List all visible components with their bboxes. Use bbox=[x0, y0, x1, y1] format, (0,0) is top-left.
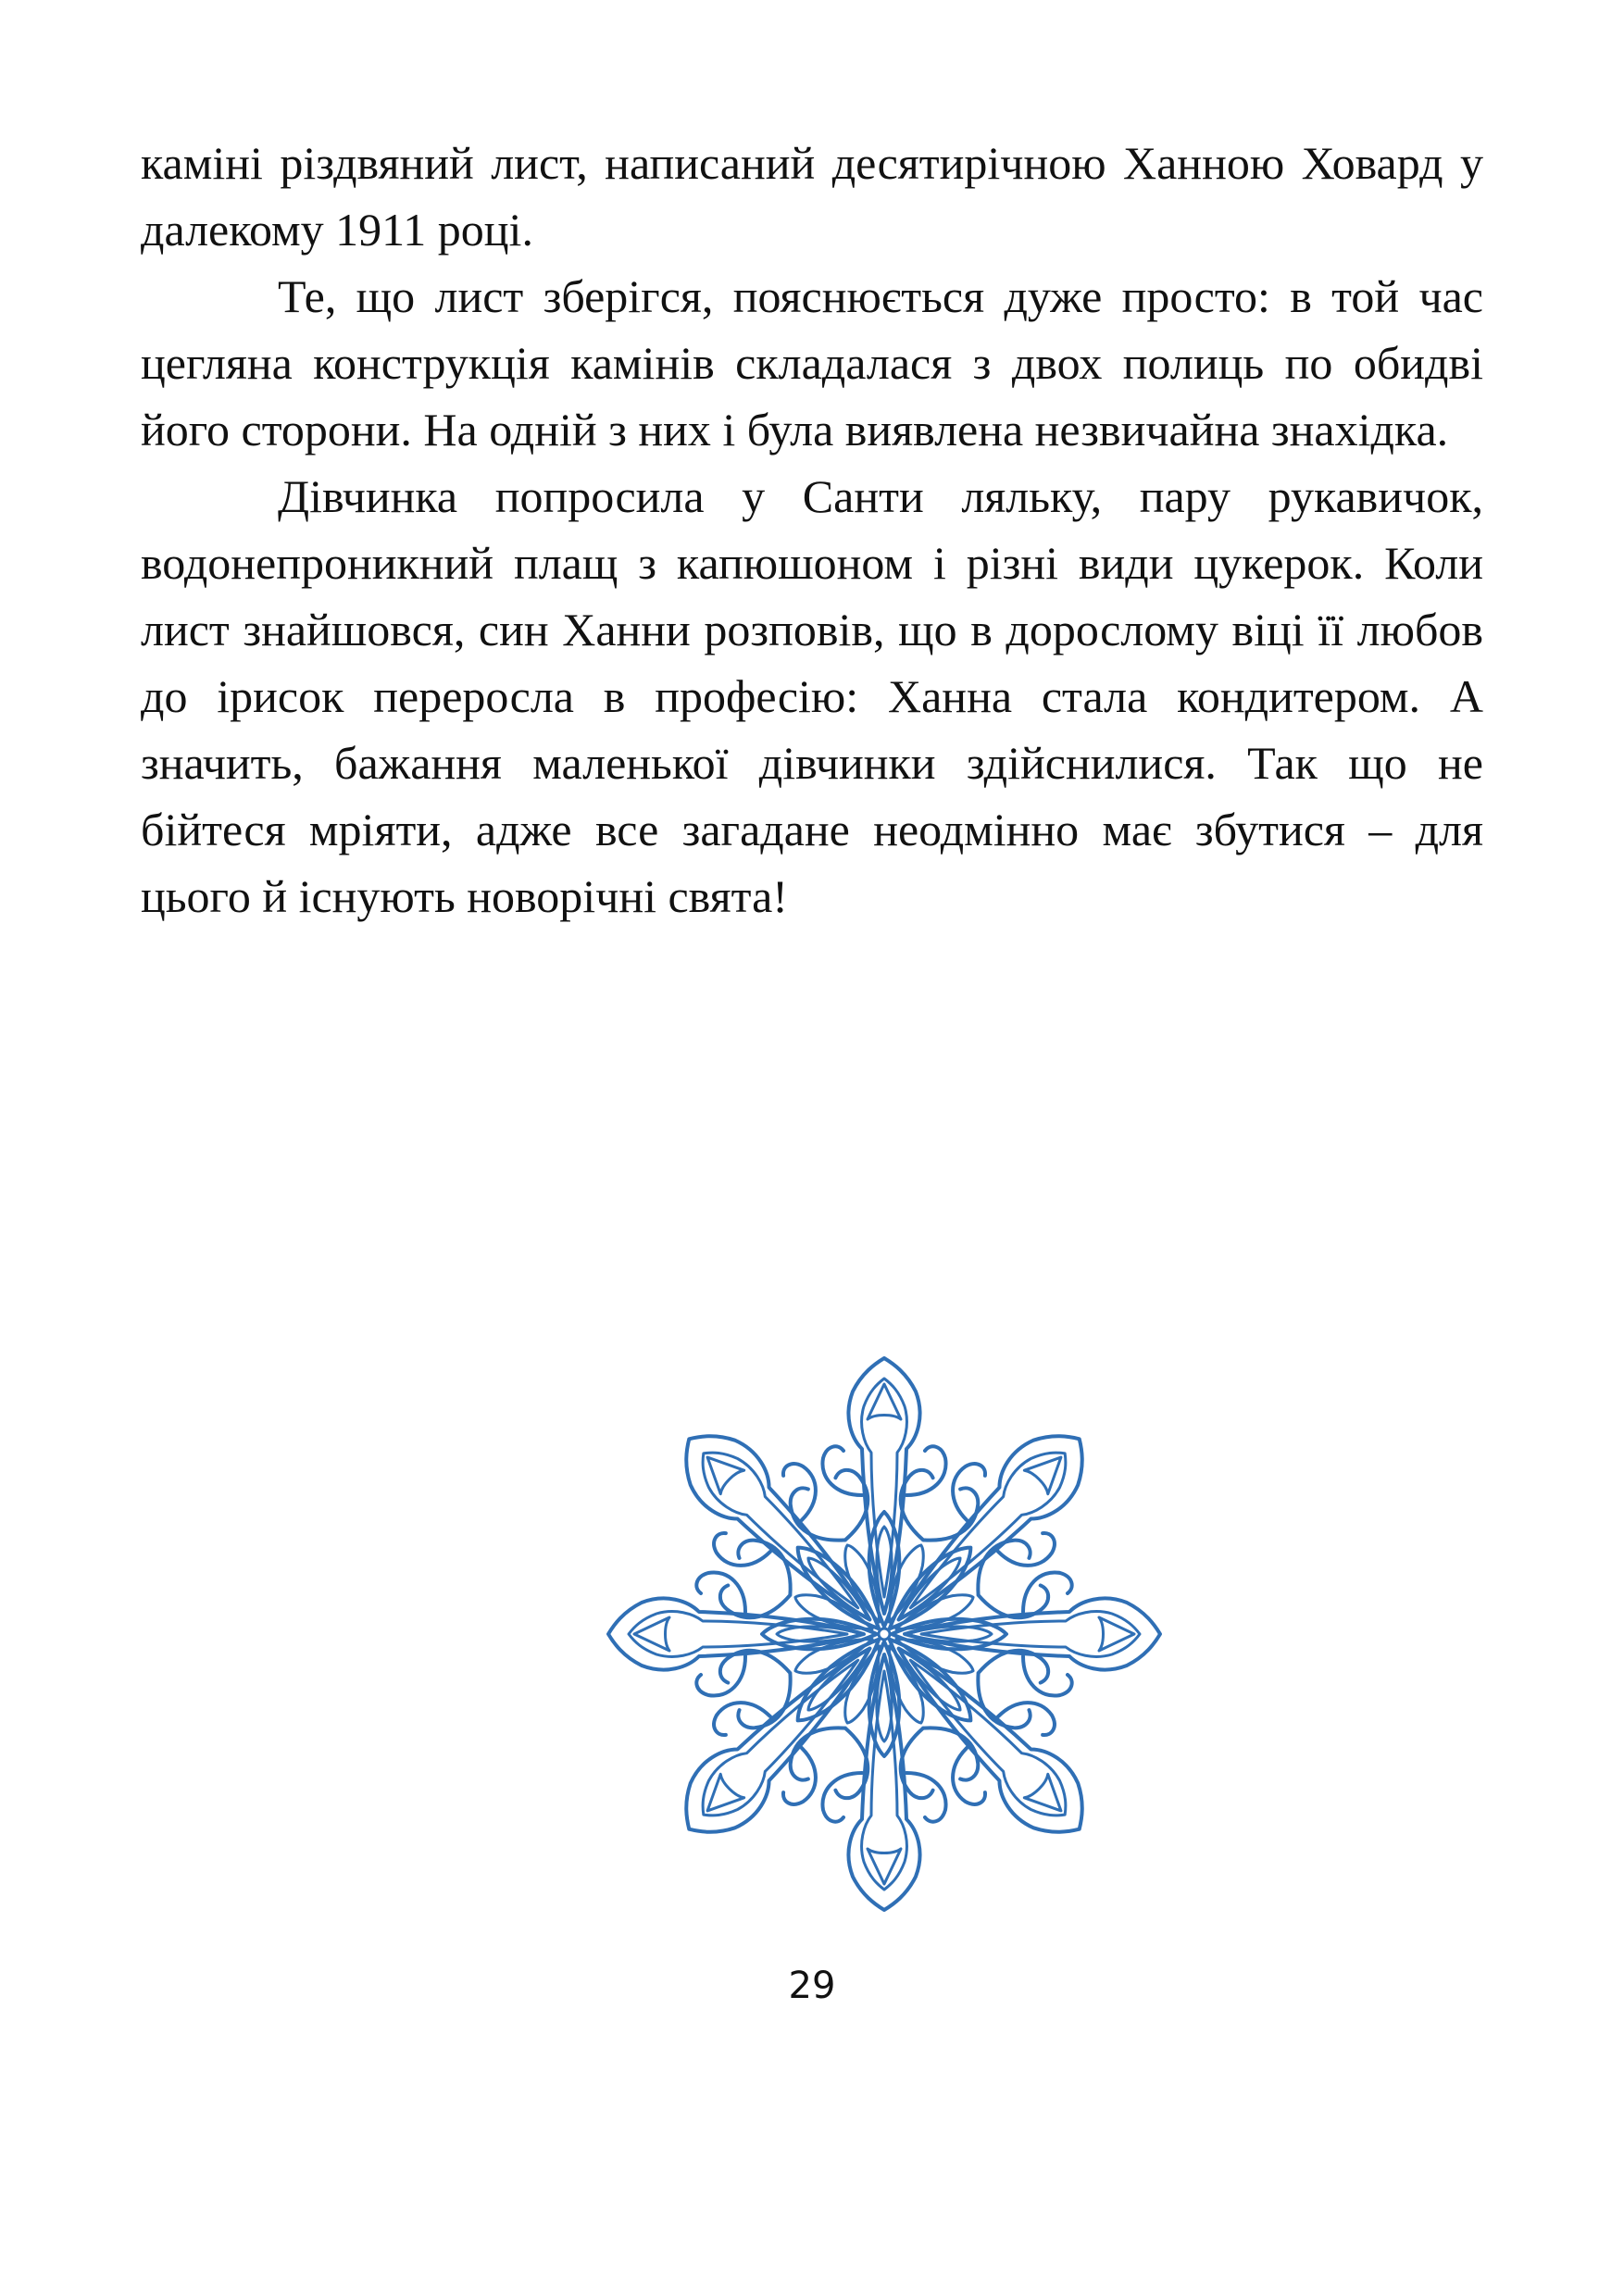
paragraph-2: Те, що лист зберігся, пояснюється дуже просто: в той час цегляна конструкція камінів складалася з двох полиць по обидві його сторони. На одній з них і була виявлена незвичайна знахідка. bbox=[141, 270, 1483, 455]
snowflake-center bbox=[879, 1628, 890, 1640]
paragraph-3: Дівчинка попросила у Санти ляльку, пару рукавичок, водонепроникний плащ з капюшоном і різні види цукерок. Коли лист знайшовся, син Ханни розповів, що в дорослому віці її любов до ірисок переросла в професію: Ханна стала кондитером. А значить, бажання маленької дівчинки здійснилися. Так що не бійтеся мріяти, адже все загадане неодмінно має збутися – для цього й існують новорічні свята! bbox=[141, 470, 1483, 922]
paragraph-1: каміні різдвяний лист, написаний десятирічною Ханною Ховард у далекому 1911 році. bbox=[141, 137, 1483, 256]
snowflake-graphic bbox=[606, 1356, 1162, 1912]
page-number: 29 bbox=[788, 1965, 836, 2007]
snowflake-icon bbox=[606, 1356, 1162, 1912]
body-text bbox=[141, 130, 1483, 930]
